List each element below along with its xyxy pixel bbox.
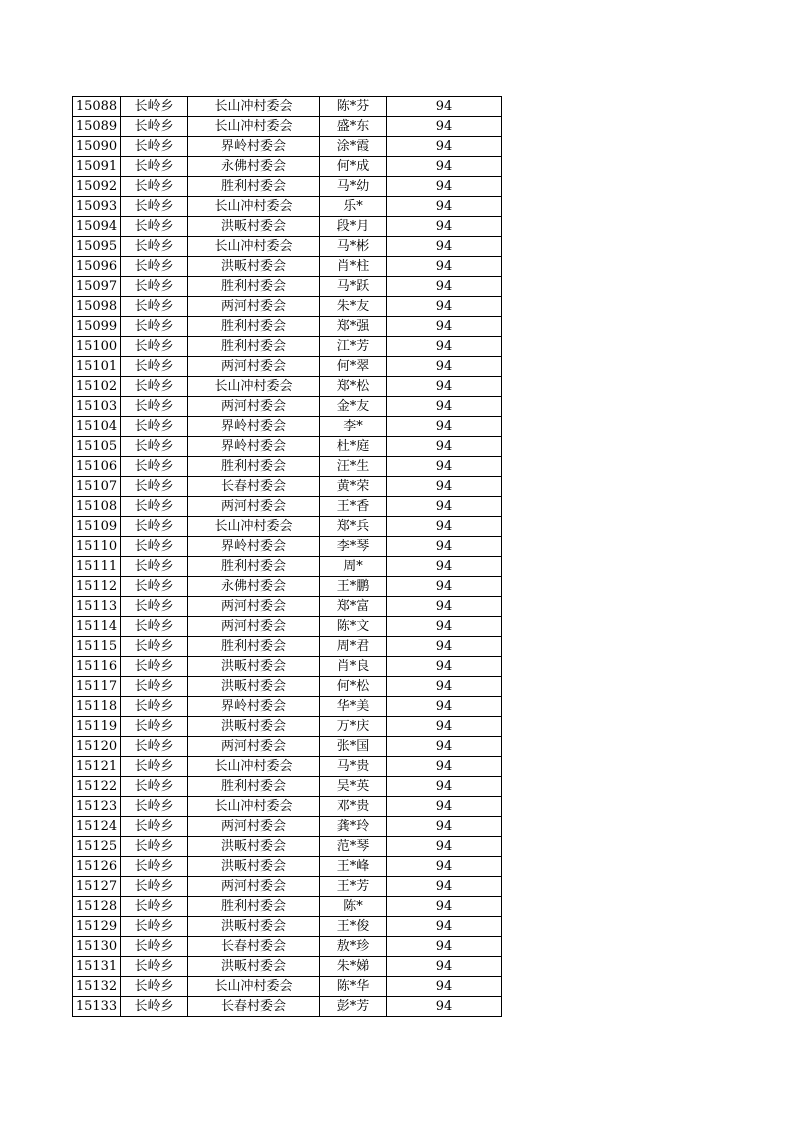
score-cell: 94 [387,137,502,157]
table-row [73,417,502,437]
town-cell: 长岭乡 [121,937,188,957]
id-cell: 15128 [73,897,121,917]
town-cell: 长岭乡 [121,337,188,357]
score-cell: 94 [387,157,502,177]
village-cell: 胜利村委会 [188,177,320,197]
name-cell: 郑*松 [320,377,387,397]
town-cell: 长岭乡 [121,897,188,917]
id-cell: 15093 [73,197,121,217]
village-cell: 长山冲村委会 [188,117,320,137]
table-row [73,997,502,1017]
village-cell: 两河村委会 [188,497,320,517]
village-cell: 长山冲村委会 [188,977,320,997]
name-cell: 陈*芬 [320,97,387,117]
town-cell: 长岭乡 [121,277,188,297]
id-cell: 15129 [73,917,121,937]
town-cell: 长岭乡 [121,157,188,177]
village-cell: 两河村委会 [188,297,320,317]
name-cell: 杜*庭 [320,437,387,457]
score-cell: 94 [387,917,502,937]
score-cell: 94 [387,857,502,877]
name-cell: 王*峰 [320,857,387,877]
score-cell: 94 [387,117,502,137]
id-cell: 15133 [73,997,121,1017]
town-cell: 长岭乡 [121,617,188,637]
village-cell: 界岭村委会 [188,417,320,437]
id-cell: 15097 [73,277,121,297]
town-cell: 长岭乡 [121,697,188,717]
name-cell: 李* [320,417,387,437]
score-cell: 94 [387,977,502,997]
town-cell: 长岭乡 [121,997,188,1017]
table-row [73,697,502,717]
name-cell: 郑*强 [320,317,387,337]
village-cell: 洪畈村委会 [188,657,320,677]
id-cell: 15132 [73,977,121,997]
name-cell: 陈* [320,897,387,917]
village-cell: 长山冲村委会 [188,97,320,117]
score-cell: 94 [387,597,502,617]
table-row [73,657,502,677]
town-cell: 长岭乡 [121,557,188,577]
table-row [73,717,502,737]
village-cell: 两河村委会 [188,357,320,377]
town-cell: 长岭乡 [121,877,188,897]
table-row [73,817,502,837]
village-cell: 胜利村委会 [188,897,320,917]
id-cell: 15112 [73,577,121,597]
name-cell: 华*美 [320,697,387,717]
table-row [73,877,502,897]
id-cell: 15098 [73,297,121,317]
id-cell: 15103 [73,397,121,417]
town-cell: 长岭乡 [121,437,188,457]
town-cell: 长岭乡 [121,597,188,617]
score-cell: 94 [387,817,502,837]
town-cell: 长岭乡 [121,677,188,697]
score-cell: 94 [387,477,502,497]
village-cell: 长春村委会 [188,477,320,497]
id-cell: 15108 [73,497,121,517]
name-cell: 万*庆 [320,717,387,737]
name-cell: 金*友 [320,397,387,417]
table-row [73,797,502,817]
id-cell: 15114 [73,617,121,637]
table-row [73,537,502,557]
village-cell: 两河村委会 [188,877,320,897]
table-row [73,277,502,297]
score-cell: 94 [387,97,502,117]
score-cell: 94 [387,677,502,697]
id-cell: 15094 [73,217,121,237]
score-cell: 94 [387,517,502,537]
name-cell: 黄*荣 [320,477,387,497]
name-cell: 肖*柱 [320,257,387,277]
village-cell: 洪畈村委会 [188,857,320,877]
name-cell: 周*君 [320,637,387,657]
table-row [73,857,502,877]
score-cell: 94 [387,937,502,957]
town-cell: 长岭乡 [121,457,188,477]
table-row [73,197,502,217]
town-cell: 长岭乡 [121,777,188,797]
town-cell: 长岭乡 [121,137,188,157]
id-cell: 15122 [73,777,121,797]
village-cell: 长春村委会 [188,937,320,957]
score-cell: 94 [387,877,502,897]
id-cell: 15116 [73,657,121,677]
table-row [73,297,502,317]
town-cell: 长岭乡 [121,957,188,977]
table-row [73,937,502,957]
id-cell: 15101 [73,357,121,377]
village-cell: 界岭村委会 [188,697,320,717]
name-cell: 朱*友 [320,297,387,317]
village-cell: 胜利村委会 [188,337,320,357]
town-cell: 长岭乡 [121,917,188,937]
village-cell: 长山冲村委会 [188,237,320,257]
name-cell: 马*跃 [320,277,387,297]
town-cell: 长岭乡 [121,577,188,597]
name-cell: 敖*珍 [320,937,387,957]
score-cell: 94 [387,377,502,397]
score-cell: 94 [387,837,502,857]
name-cell: 邓*贵 [320,797,387,817]
score-cell: 94 [387,777,502,797]
table-row [73,337,502,357]
name-cell: 王*鹏 [320,577,387,597]
table-row [73,137,502,157]
table-row [73,97,502,117]
name-cell: 彭*芳 [320,997,387,1017]
name-cell: 周* [320,557,387,577]
score-cell: 94 [387,637,502,657]
score-cell: 94 [387,657,502,677]
table-row [73,177,502,197]
id-cell: 15127 [73,877,121,897]
score-cell: 94 [387,337,502,357]
data-table [72,96,502,1017]
score-cell: 94 [387,757,502,777]
score-cell: 94 [387,237,502,257]
name-cell: 范*琴 [320,837,387,857]
table-row [73,157,502,177]
score-cell: 94 [387,437,502,457]
name-cell: 马*贵 [320,757,387,777]
table-row [73,597,502,617]
table-row [73,957,502,977]
table-row [73,637,502,657]
town-cell: 长岭乡 [121,837,188,857]
id-cell: 15121 [73,757,121,777]
table-row [73,477,502,497]
town-cell: 长岭乡 [121,477,188,497]
village-cell: 界岭村委会 [188,437,320,457]
name-cell: 段*月 [320,217,387,237]
village-cell: 长山冲村委会 [188,517,320,537]
name-cell: 何*翠 [320,357,387,377]
id-cell: 15090 [73,137,121,157]
table-row [73,617,502,637]
village-cell: 永佛村委会 [188,577,320,597]
name-cell: 王*芳 [320,877,387,897]
table-row [73,777,502,797]
village-cell: 胜利村委会 [188,637,320,657]
id-cell: 15107 [73,477,121,497]
name-cell: 江*芳 [320,337,387,357]
table-row [73,237,502,257]
town-cell: 长岭乡 [121,417,188,437]
id-cell: 15120 [73,737,121,757]
score-cell: 94 [387,797,502,817]
table-row [73,977,502,997]
village-cell: 长山冲村委会 [188,797,320,817]
town-cell: 长岭乡 [121,977,188,997]
name-cell: 陈*文 [320,617,387,637]
score-cell: 94 [387,957,502,977]
table-row [73,517,502,537]
table-row [73,257,502,277]
id-cell: 15125 [73,837,121,857]
town-cell: 长岭乡 [121,857,188,877]
id-cell: 15100 [73,337,121,357]
village-cell: 洪畈村委会 [188,717,320,737]
name-cell: 何*松 [320,677,387,697]
id-cell: 15123 [73,797,121,817]
id-cell: 15096 [73,257,121,277]
table-row [73,397,502,417]
town-cell: 长岭乡 [121,177,188,197]
town-cell: 长岭乡 [121,297,188,317]
table-row [73,117,502,137]
village-cell: 界岭村委会 [188,537,320,557]
score-cell: 94 [387,397,502,417]
id-cell: 15092 [73,177,121,197]
id-cell: 15118 [73,697,121,717]
village-cell: 洪畈村委会 [188,217,320,237]
id-cell: 15089 [73,117,121,137]
name-cell: 马*幼 [320,177,387,197]
table-row [73,497,502,517]
score-cell: 94 [387,217,502,237]
town-cell: 长岭乡 [121,757,188,777]
table-row [73,897,502,917]
score-cell: 94 [387,257,502,277]
village-cell: 洪畈村委会 [188,917,320,937]
id-cell: 15111 [73,557,121,577]
village-cell: 洪畈村委会 [188,837,320,857]
village-cell: 胜利村委会 [188,277,320,297]
town-cell: 长岭乡 [121,717,188,737]
name-cell: 乐* [320,197,387,217]
name-cell: 汪*生 [320,457,387,477]
village-cell: 长春村委会 [188,997,320,1017]
name-cell: 李*琴 [320,537,387,557]
village-cell: 胜利村委会 [188,457,320,477]
name-cell: 陈*华 [320,977,387,997]
score-cell: 94 [387,417,502,437]
town-cell: 长岭乡 [121,377,188,397]
town-cell: 长岭乡 [121,117,188,137]
id-cell: 15119 [73,717,121,737]
score-cell: 94 [387,577,502,597]
table-body [73,97,502,1017]
score-cell: 94 [387,737,502,757]
name-cell: 王*俊 [320,917,387,937]
village-cell: 界岭村委会 [188,137,320,157]
name-cell: 涂*霞 [320,137,387,157]
id-cell: 15102 [73,377,121,397]
name-cell: 郑*兵 [320,517,387,537]
table-row [73,377,502,397]
table-row [73,317,502,337]
score-cell: 94 [387,317,502,337]
name-cell: 盛*东 [320,117,387,137]
id-cell: 15091 [73,157,121,177]
town-cell: 长岭乡 [121,657,188,677]
score-cell: 94 [387,357,502,377]
id-cell: 15126 [73,857,121,877]
table-row [73,457,502,477]
village-cell: 长山冲村委会 [188,757,320,777]
town-cell: 长岭乡 [121,357,188,377]
town-cell: 长岭乡 [121,517,188,537]
village-cell: 两河村委会 [188,397,320,417]
village-cell: 长山冲村委会 [188,377,320,397]
table-row [73,737,502,757]
id-cell: 15095 [73,237,121,257]
table-row [73,917,502,937]
name-cell: 郑*富 [320,597,387,617]
name-cell: 王*香 [320,497,387,517]
name-cell: 何*成 [320,157,387,177]
score-cell: 94 [387,497,502,517]
name-cell: 马*彬 [320,237,387,257]
town-cell: 长岭乡 [121,197,188,217]
village-cell: 长山冲村委会 [188,197,320,217]
score-cell: 94 [387,717,502,737]
id-cell: 15113 [73,597,121,617]
score-cell: 94 [387,277,502,297]
town-cell: 长岭乡 [121,237,188,257]
id-cell: 15099 [73,317,121,337]
name-cell: 吴*英 [320,777,387,797]
table-row [73,837,502,857]
id-cell: 15109 [73,517,121,537]
table-row [73,217,502,237]
village-cell: 两河村委会 [188,817,320,837]
village-cell: 胜利村委会 [188,777,320,797]
name-cell: 肖*良 [320,657,387,677]
score-cell: 94 [387,177,502,197]
table-row [73,557,502,577]
score-cell: 94 [387,697,502,717]
town-cell: 长岭乡 [121,817,188,837]
village-cell: 永佛村委会 [188,157,320,177]
town-cell: 长岭乡 [121,317,188,337]
score-cell: 94 [387,997,502,1017]
id-cell: 15110 [73,537,121,557]
id-cell: 15105 [73,437,121,457]
table-row [73,677,502,697]
name-cell: 朱*娣 [320,957,387,977]
village-cell: 胜利村委会 [188,557,320,577]
village-cell: 两河村委会 [188,737,320,757]
score-cell: 94 [387,617,502,637]
village-cell: 洪畈村委会 [188,677,320,697]
score-cell: 94 [387,537,502,557]
id-cell: 15130 [73,937,121,957]
score-cell: 94 [387,557,502,577]
town-cell: 长岭乡 [121,737,188,757]
village-cell: 两河村委会 [188,597,320,617]
town-cell: 长岭乡 [121,257,188,277]
town-cell: 长岭乡 [121,217,188,237]
id-cell: 15104 [73,417,121,437]
id-cell: 15117 [73,677,121,697]
score-cell: 94 [387,897,502,917]
town-cell: 长岭乡 [121,97,188,117]
table-row [73,437,502,457]
town-cell: 长岭乡 [121,397,188,417]
score-cell: 94 [387,457,502,477]
id-cell: 15115 [73,637,121,657]
id-cell: 15088 [73,97,121,117]
village-cell: 胜利村委会 [188,317,320,337]
town-cell: 长岭乡 [121,637,188,657]
score-cell: 94 [387,297,502,317]
table-row [73,357,502,377]
id-cell: 15106 [73,457,121,477]
name-cell: 龚*玲 [320,817,387,837]
town-cell: 长岭乡 [121,797,188,817]
id-cell: 15124 [73,817,121,837]
table-row [73,757,502,777]
village-cell: 洪畈村委会 [188,257,320,277]
name-cell: 张*国 [320,737,387,757]
town-cell: 长岭乡 [121,537,188,557]
village-cell: 洪畈村委会 [188,957,320,977]
town-cell: 长岭乡 [121,497,188,517]
village-cell: 两河村委会 [188,617,320,637]
score-cell: 94 [387,197,502,217]
table-row [73,577,502,597]
id-cell: 15131 [73,957,121,977]
